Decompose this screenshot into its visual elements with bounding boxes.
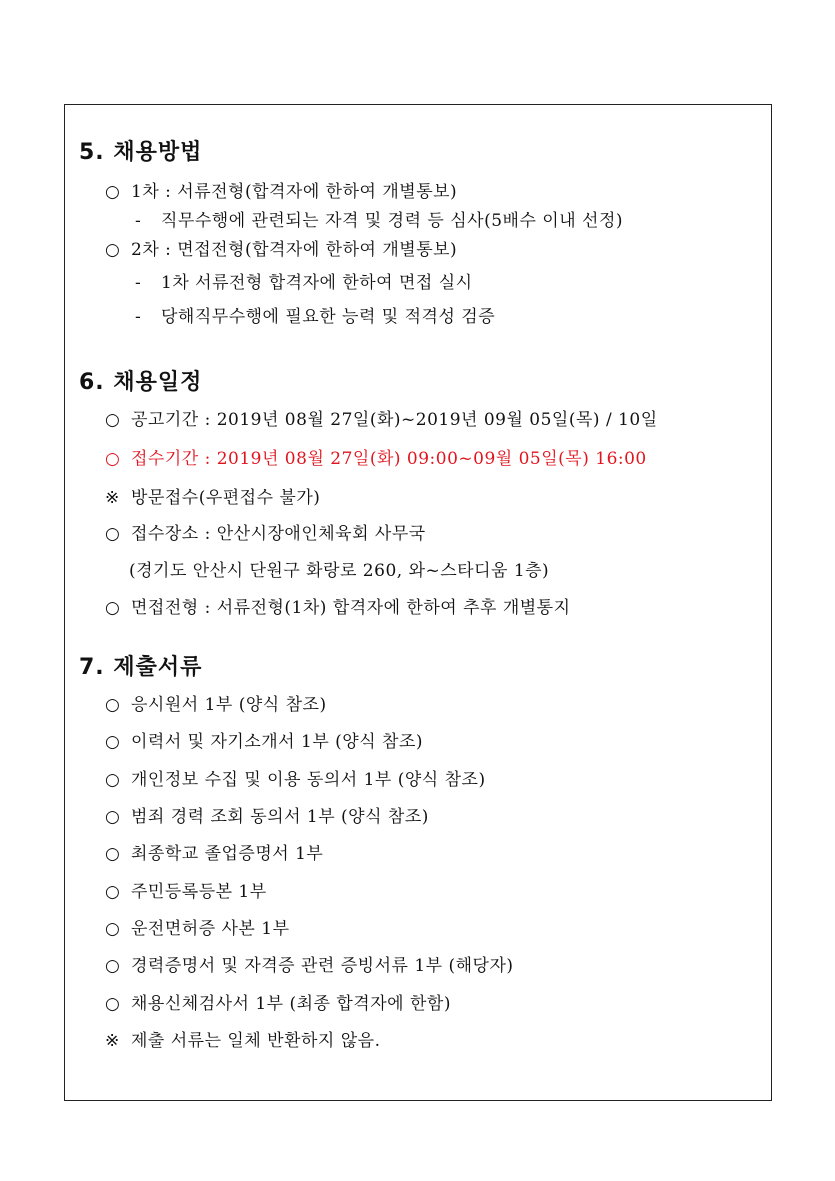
list-item (105, 690, 327, 715)
list-item (105, 235, 457, 260)
list-item (105, 839, 323, 864)
list-item (135, 268, 473, 293)
dash-bullet: - (135, 211, 142, 231)
list-item-text: 방문접수(우편접수 불가) (131, 488, 321, 508)
list-item (105, 519, 426, 544)
list-item-text: 1차 서류전형 합격자에 한하여 면접 실시 (161, 273, 473, 293)
dash-bullet: - (135, 307, 142, 327)
circle-bullet: ○ (105, 240, 121, 260)
list-item-text: 경력증명서 및 자격증 관련 증빙서류 1부 (해당자) (131, 956, 514, 976)
list-item-text: 면접전형 : 서류전형(1차) 합격자에 한하여 추후 개별통지 (131, 598, 571, 618)
list-item (105, 765, 486, 790)
list-item (105, 483, 320, 508)
list-item (105, 1026, 381, 1051)
list-item (105, 989, 451, 1014)
circle-bullet: ○ (105, 844, 121, 864)
list-item-text: 2차 : 면접전형(합격자에 한하여 개별통보) (131, 240, 458, 260)
list-item-continuation (129, 556, 549, 581)
circle-bullet: ○ (105, 524, 121, 544)
list-item (105, 914, 290, 939)
reference-mark: ※ (105, 1031, 120, 1051)
circle-bullet: ○ (105, 449, 121, 469)
list-item (105, 802, 429, 827)
list-item-text: 운전면허증 사본 1부 (131, 919, 290, 939)
list-item (135, 302, 495, 327)
section-heading-6: 6. 채용일정 (79, 370, 203, 395)
list-item-text: 주민등록등본 1부 (131, 882, 267, 902)
list-item (105, 727, 423, 752)
section-heading-5: 5. 채용방법 (79, 140, 203, 165)
circle-bullet: ○ (105, 410, 121, 430)
circle-bullet: ○ (105, 598, 121, 618)
circle-bullet: ○ (105, 807, 121, 827)
list-item-text: 범죄 경력 조회 동의서 1부 (양식 참조) (131, 807, 429, 827)
circle-bullet: ○ (105, 882, 121, 902)
circle-bullet: ○ (105, 182, 121, 202)
list-item-text: 당해직무수행에 필요한 능력 및 적격성 검증 (161, 307, 496, 327)
list-item (105, 177, 457, 202)
dash-bullet: - (135, 273, 142, 293)
list-item (105, 951, 514, 976)
list-item (105, 405, 658, 430)
list-item-text: 접수기간 : 2019년 08월 27일(화) 09:00~09월 05일(목) 16:00 (131, 449, 647, 469)
list-item (105, 877, 267, 902)
list-item-text: 개인정보 수집 및 이용 동의서 1부 (양식 참조) (131, 770, 486, 790)
list-item (105, 593, 571, 618)
list-item-text: (경기도 안산시 단원구 화랑로 260, 와~스타디움 1층) (129, 561, 550, 581)
circle-bullet: ○ (105, 919, 121, 939)
list-item-text: 채용신체검사서 1부 (최종 합격자에 한함) (131, 994, 451, 1014)
circle-bullet: ○ (105, 770, 121, 790)
document-frame (64, 104, 772, 1101)
list-item-text: 최종학교 졸업증명서 1부 (131, 844, 324, 864)
list-item-text: 직무수행에 관련되는 자격 및 경력 등 심사(5배수 이내 선정) (161, 211, 624, 231)
list-item-highlighted (105, 444, 647, 469)
circle-bullet: ○ (105, 956, 121, 976)
circle-bullet: ○ (105, 732, 121, 752)
list-item-text: 이력서 및 자기소개서 1부 (양식 참조) (131, 732, 424, 752)
section-heading-7: 7. 제출서류 (79, 655, 203, 680)
list-item-text: 제출 서류는 일체 반환하지 않음. (131, 1031, 381, 1051)
list-item-text: 1차 : 서류전형(합격자에 한하여 개별통보) (131, 182, 458, 202)
circle-bullet: ○ (105, 695, 121, 715)
list-item (135, 206, 623, 231)
circle-bullet: ○ (105, 994, 121, 1014)
list-item-text: 공고기간 : 2019년 08월 27일(화)~2019년 09월 05일(목) / 10일 (131, 410, 658, 430)
reference-mark: ※ (105, 488, 120, 508)
list-item-text: 응시원서 1부 (양식 참조) (131, 695, 327, 715)
list-item-text: 접수장소 : 안산시장애인체육회 사무국 (131, 524, 426, 544)
